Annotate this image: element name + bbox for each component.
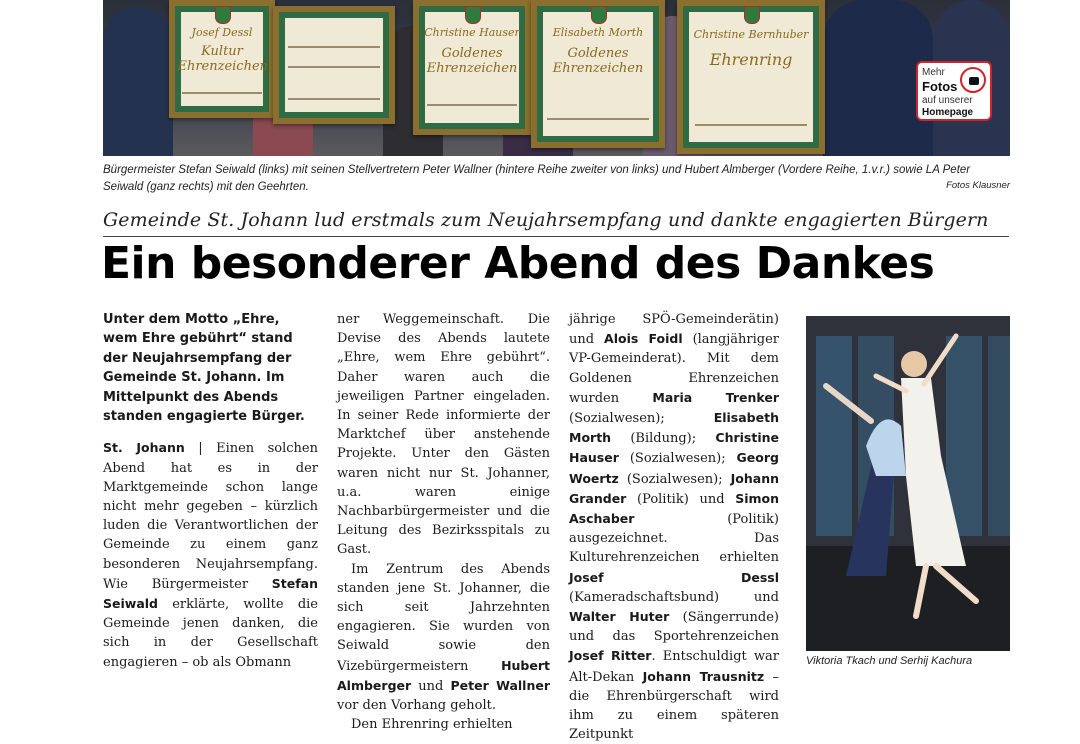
badge-line: Mehr (922, 67, 945, 78)
crest-icon (591, 6, 607, 24)
certificate-award: Goldenes Ehrenzeichen (426, 46, 518, 76)
article-column-1 (103, 310, 318, 672)
crest-icon (465, 6, 481, 24)
person-name: Maria Trenker (652, 389, 779, 405)
person-name: Peter Wallner (450, 677, 550, 693)
person-name: Simon Aschaber (569, 490, 779, 527)
body-paragraph: St. Johann | Einen solchen Abend hat es in der Marktgemeinde schon lange nicht mehr gegeben – kürzlich luden die Verantwortlichen der Gemeinde zu einem ganz besonderen Neujahrsempfang. Wie Bürgermeister Stefan Seiwald erklärte, wollte die Gemeinde jenen danken, die sich in der Gesellschaft engagieren – ob als Obmann (103, 440, 318, 670)
person-name: Alois Foidl (604, 331, 683, 347)
award-group-photo (103, 0, 1010, 156)
person-name: Georg Woertz (569, 450, 779, 486)
person-name: Elisabeth Morth (569, 410, 779, 446)
person-name: Hubert Almberger (337, 657, 550, 693)
certificate-award: Ehrenring (709, 50, 793, 69)
person-name: Stefan Seiwald (103, 575, 318, 612)
more-photos-badge[interactable] (916, 61, 992, 121)
certificate-frame (677, 0, 825, 154)
certificate-frame (273, 6, 395, 124)
body-paragraph: jährige SPÖ-Gemeinderätin) und Alois Foidl (langjähriger VP-Gemeinderat). Mit dem Goldenen Ehrenzeichen wurden Maria Trenker (Sozialwesen); Elisabeth Morth (Bildung); Christine Hauser (Sozialwesen); Georg Woertz (Sozialwesen); Johann Grander (Politik) und Simon Aschaber (Politik) ausgezeichnet. Das Kulturehrenzeichen erhielten Josef Dessl (Kameradschaftsbund) und Walter Huter (Sängerrunde) und das Sportehrenzeichen Josef Ritter. Entschuldigt war Alt-Dekan Johann Trausnitz – die Ehrenbürgerschaft wird ihm zu einem späteren Zeitpunkt (569, 312, 780, 743)
certificate-award: Kultur Ehrenzeichen (177, 44, 269, 74)
lead-paragraph: Unter dem Motto „Ehre, wem Ehre gebührt“ stand der Neujahrsempfang der Gemeinde St. Johann. Im Mittelpunkt des Abends standen engagierte Bürger. (103, 312, 305, 425)
crest-icon (744, 6, 760, 24)
badge-line: Fotos (922, 79, 958, 94)
divider (103, 236, 1009, 237)
person-name: Christine Hauser (569, 430, 779, 466)
body-paragraph: ner Weggemeinschaft. Die Devise des Abends lautete „Ehre, wem Ehre gebührt“. Daher waren auch die jeweiligen Partner eingeladen. In seiner Rede informierte der Marktchef über anstehende Projekte. Unter den Gästen waren nicht nur St. Johanner, u.a. waren einige Nachbarbürgermeister und die Leitung des Bezirksspitals zu Gast. (337, 312, 550, 558)
person-name: Josef Dessl (569, 569, 779, 585)
person-name: Josef Ritter (569, 648, 652, 664)
photo-caption: Bürgermeister Stefan Seiwald (links) mit seinen Stellvertretern Peter Wallner (hintere Reihe zweiter von links) und Hubert Almberger (Vordere Reihe, 1.v.r.) sowie LA Peter Seiwald (ganz rechts) mit den Geehrten. (103, 164, 971, 193)
photo-credit: Fotos Klausner (946, 180, 1010, 191)
person-name: Johann Grander (569, 470, 779, 506)
person-name: Johann Trausnitz (642, 668, 765, 684)
certificate-name: Christine Hauser (424, 26, 520, 39)
badge-line: Homepage (922, 107, 974, 118)
certificate-name: Josef Dessl (191, 26, 253, 39)
article-column-3 (569, 310, 779, 744)
certificate-frame (413, 0, 531, 135)
certificate-name: Elisabeth Morth (552, 26, 644, 39)
body-paragraph: Den Ehrenring erhielten (351, 717, 513, 733)
headline: Ein besonderer Abend des Dankes (101, 238, 935, 289)
person-name: Walter Huter (569, 609, 670, 625)
certificate-frame (531, 0, 665, 148)
dancers-photo (806, 316, 1010, 651)
certificate-award: Goldenes Ehrenzeichen (552, 46, 644, 76)
article-column-2 (337, 310, 550, 734)
kicker: Gemeinde St. Johann lud erstmals zum Neujahrsempfang und dankte engagierten Bürgern (103, 209, 989, 231)
body-paragraph: Im Zentrum des Abends standen jene St. Johanner, die sich seit Jahrzehnten engagieren. Sie wurden von Seiwald sowie den Vizebürgermeistern Hubert Almberger und Peter Wallner vor den Vorhang geholt. (337, 561, 550, 714)
dateline: St. Johann (103, 440, 185, 456)
side-photo-caption: Viktoria Tkach und Serhij Kachura (806, 655, 973, 667)
person-figure (103, 6, 173, 156)
certificate-name: Christine Bernhuber (693, 28, 809, 41)
dancers-illustration (806, 316, 1010, 651)
badge-line: auf unserer (922, 95, 973, 106)
camera-dog-icon (960, 67, 986, 93)
crest-icon (215, 6, 231, 24)
certificate-frame (169, 0, 275, 118)
